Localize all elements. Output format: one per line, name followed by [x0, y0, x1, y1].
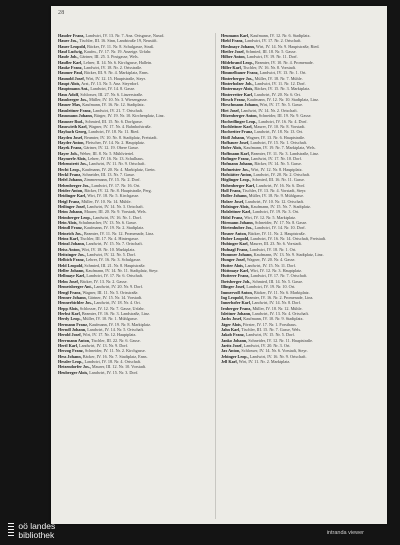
entry-details: Landwirt, IV. 18. Nr. 11. Ried. — [87, 129, 140, 135]
entry-name: Hauer Jos., — [58, 38, 79, 44]
entry-details: Landwirt, IV. 18. Nr. 1. Ort. — [248, 246, 297, 252]
entry-name: Hausleitner Franz, — [58, 107, 92, 113]
entry-name: Ing Leopold, — [221, 294, 244, 300]
entry-details: Bäcker, III. 9. Nr. 4. Marktplatz, Enns. — [83, 70, 149, 76]
entry-name: Haymerle Alois, — [58, 155, 87, 161]
entry-details: Wirt, IV. 14. Nr. 9. Hauptstraße, Ried. — [254, 43, 320, 49]
entry-name: Hermann Franz, — [58, 321, 89, 327]
entry-details: Kaufmann, IV. 13. Nr. 9. Stadtplatz, Linz. — [252, 252, 324, 258]
left-column — [58, 33, 210, 375]
entry-details: Landwirt, IV. 15. Nr. 1. Ortschaft. — [249, 139, 308, 145]
column-divider — [215, 33, 216, 519]
entry-details: Kaufmann, IV. 20. Nr. 4. Marktplatz, Grein. — [80, 166, 156, 172]
entry-name: Hinterberger Jos., — [221, 75, 254, 81]
entry-details: Landwirt, IV. 16. Nr. 9. Ortschaft. — [248, 353, 307, 359]
entry-details: Maurer, IV. 10. Nr. 8. Vorstadt. — [252, 123, 306, 129]
entry-details: Landwirt, IV. 19. Nr. 3. Ort. — [251, 209, 300, 215]
entry-name: Haupt Alois, — [58, 81, 81, 87]
entry-name: Hauptmann Ant., — [58, 86, 90, 92]
entry-details: Beamter, IV. 10. Nr. 4. Promenade. — [253, 59, 314, 65]
entry-details: Kaufmann, IV. 15. Nr. 7. Stadtplatz. — [249, 204, 311, 209]
entry-details: Müller, IV. 18. Nr. 9. Mühlgasse. — [247, 193, 304, 199]
entry-name: Hochedlinger Leop., — [221, 118, 258, 124]
entry-details: Landwirt, IV. 13. Nr. 4. Ortschaft. — [251, 310, 310, 316]
entry-name: Hirschmann Johann, — [221, 102, 259, 108]
entry-name: Hepp Alois, — [58, 305, 79, 311]
entry-name: Hebenstreit Jos., — [58, 161, 88, 167]
entry-name: Hofbauer Josef, — [221, 139, 250, 145]
entry-name: Immervoll Anton, — [221, 289, 253, 295]
entry-details: Wirt, IV. 17. Nr. 12. Hauptplatz. — [81, 332, 137, 338]
entry-details: Schmied, III. 15. Nr. 6. Dorfgasse. — [84, 118, 143, 124]
entry-details: Bäcker, IV. 16. Nr. 7. Stadtplatz, Enns. — [81, 353, 148, 359]
entry-name: Hinterreiter Karl, — [221, 91, 254, 97]
entry-details: Landwirt, IV. 15. Nr. 11. Dorf. — [243, 262, 297, 268]
entry-name: Hutterer Franz, — [221, 273, 250, 279]
entry-details: Kaufmann, IV. 14. Nr. 11. Stadtplatz, Steyr. — [84, 268, 159, 274]
entry-name: Heidinger Karl, — [58, 193, 87, 199]
entry-name: Hein Alois, — [58, 220, 78, 226]
entry-name: Himmelbauer Franz, — [221, 70, 259, 76]
entry-name: Hochleitner Karl, — [221, 123, 253, 129]
entry-name: Hofmann Johann, — [221, 161, 254, 167]
entry-name: Isleitner Johann, — [221, 310, 252, 316]
entry-name: Heim Johann, — [58, 209, 84, 215]
entry-details: Landwirt, IV. 16. Nr. 6. Dorf. — [255, 182, 306, 188]
entry-details: Landwirt, IV. 14. Nr. 8. Dorf. — [250, 300, 302, 306]
entry-name: Hauf Ludwig, — [58, 49, 83, 55]
entry-details: Müller, IV. 10. Nr. 14. Mühle. — [80, 198, 132, 204]
entry-details: Landwirt, IV. 17. Nr. 16. Ort. — [90, 182, 141, 188]
entry-details: Gärtner, III. 25. 3. Postgasse, Wels. — [78, 54, 139, 60]
entry-details: Landwirt, IV. 14. Nr. 2. Ortschaft. — [239, 107, 298, 113]
entry-name: Hubinger Karl, — [221, 241, 249, 247]
entry-details: Landwirt, IV. 11. Nr. 9. Ortschaft. — [87, 161, 146, 167]
entry-details: Müller, IV. 18. Nr. 7. Mühle. — [253, 75, 303, 81]
entry-details: Wirt, IV. 12. Nr. 5. Marktplatz. — [243, 214, 297, 220]
entry-name: Heller Johann, — [58, 268, 85, 274]
entry-details: Landwirt, IV. 14. Nr. 10. Dorf. — [253, 225, 306, 231]
entry-name: Herrmann Anton, — [58, 337, 91, 343]
entry-name: Ibetsberger Joh., — [221, 278, 252, 284]
entry-details: Kaufm., IV. 17. Nr. 19. Anzeige. Urfahr. — [82, 49, 152, 55]
library-logo[interactable] — [8, 522, 55, 539]
scanned-page — [51, 6, 387, 524]
entry-details: Kaufmann, IV. 10. Nr. 9. Stadtplatz. — [242, 316, 304, 322]
entry-details: Landwirt, IV. 18. Nr. 4. Ortschaft. — [83, 358, 142, 364]
entry-details: Landwirt, IV. 16. Nr. 14. Ortschaft, Freistadt. — [249, 236, 326, 242]
entry-details: Wirt, IV. 11. Nr. 2. Marktplatz. — [237, 358, 291, 364]
entry-name: Hemetsberger Ant., — [58, 284, 93, 290]
entry-details: Schmied, III. 16. Nr. 11. Gasse. — [251, 177, 305, 183]
entry-details: Wagner, IV. 20. Nr. 4. Gasse. — [245, 257, 296, 263]
entry-details: Wirt, IV. 18. Nr. 5. Kirchgasse. — [86, 193, 140, 199]
entry-details: Wirt, IV. 18. Nr. 10. Marktplatz. — [80, 246, 136, 252]
entry-details: Landwirt, IV. 14. 8. Gasse. — [89, 86, 136, 92]
entry-details: Lehrer, II. 14. Nr. 6. Kirchgasse, Hallein. — [82, 59, 153, 65]
entry-details: Kaufmann, IV. 12. Nr. 10. Stadtplatz, Linz. — [245, 97, 320, 103]
entry-details: Tischler, IV. 16. Nr. 8. Vorstadt. — [241, 65, 296, 71]
entry-name: Herzog Franz, — [58, 348, 84, 354]
logo-text — [18, 522, 55, 539]
entry-details: Landwirt, IV. 16. Nr. 4. Dorf. — [257, 118, 308, 124]
entry-details: Beamter, IV. 16. Nr. 2. Promenade, Linz. — [243, 294, 314, 300]
entry-name: Heumann Karl, — [221, 33, 250, 38]
entry-name: Jell Karl, — [221, 358, 238, 364]
entry-name: Held Leopold, — [58, 262, 84, 268]
entry-name: Hertl Karl, — [58, 342, 78, 348]
entry-name: Holl Franz, — [221, 187, 242, 193]
entry-name: Helbich Franz, — [58, 257, 85, 263]
entry-name: Hayek Franz, — [58, 145, 83, 151]
directory-entry — [58, 370, 210, 375]
entry-name: Hoffmann Karl, — [221, 150, 250, 156]
entry-details: Bürger, IV. 19. Nr. 10. Kirchenplatz, Linz. — [92, 113, 165, 119]
entry-details: Beamter, IV. 10. Nr. 8. Stadtplatz, Freistadt. — [83, 134, 158, 140]
entry-name: Hauer Leopold, — [58, 43, 87, 49]
entry-details: Landwirt, IV. 10. Nr. 12. Ortschaft. — [244, 198, 305, 204]
entry-name: Heindl Franz, — [58, 225, 83, 231]
entry-details: Fleischer, IV. 14. Nr. 2. Hauptplatz. — [84, 139, 145, 145]
entry-details: Schneider, IV. 12. Nr. 11. Hauptstraße. — [247, 337, 313, 343]
entry-details: Maurer, III. 20. Nr. 9. Vorstadt, Wels. — [83, 209, 147, 215]
entry-name: Heiss Anton, — [58, 246, 81, 252]
entry-details: Landwirt, IV. 19. Nr. 11. Dorf. — [245, 54, 298, 60]
entry-details: Beamter, IV. 16. Nr. 3. Landstraße, Linz. — [80, 310, 151, 316]
entry-details: Landwirt, IV. 17. Nr. 2. Ortschaft. — [243, 38, 302, 44]
entry-details: Schuhmacher, IV. 13. Nr. 6. Gasse. — [77, 220, 138, 226]
entry-details: Kaufmann, IV. 19. Nr. 8. Marktplatz. — [88, 321, 151, 327]
entry-name: Hefel Johann, — [58, 177, 83, 183]
entry-name: Jäger Alois, — [221, 321, 242, 327]
entry-details: Wagner, IV. 17. Nr. 4. Bahnhofstraße. — [87, 123, 152, 129]
entry-details: Schmied, III. 18. Nr. 5. Gasse. — [244, 49, 297, 55]
entry-details: Schneider, IV. 11. Nr. 2. Kirchgasse. — [83, 348, 146, 354]
entry-name: Hieslmayr Johann, — [221, 43, 255, 49]
entry-name: Haus Adolf, — [58, 91, 80, 97]
entry-name: Hörtenhuber Jos., — [221, 225, 254, 231]
entry-details: Bäcker, IV. 11. Nr. 8. Schulgasse, Straß. — [86, 43, 155, 49]
entry-details: Landwirt, IV. 15. Nr. 3. Dorf. — [88, 369, 139, 375]
entry-name: Herbst Karl, — [58, 310, 81, 316]
entry-name: Hayer Joh., — [58, 150, 79, 156]
entry-details: Wagner, III. 11. Nr. 5. Ortsstraße. — [81, 289, 139, 295]
entry-details: Schlosser, III. 27. Nr. 6. Linzerstraße. — [79, 91, 144, 97]
entry-details: Landwirt, IV. 13. Nr. 1. Ort. — [258, 70, 307, 76]
directory-entry — [221, 359, 373, 364]
logo-mark-icon — [8, 522, 14, 537]
entry-details: Beamter, IV. 11. Nr. 3. Landstraße, Linz. — [249, 150, 319, 156]
entry-name: Illinger Josef, — [221, 284, 246, 290]
entry-details: Tischler, III. 17. Nr. 4. Hintergasse. — [78, 236, 140, 242]
entry-name: Irnberger Franz, — [221, 305, 252, 311]
entry-name: Haunold Josef, — [58, 75, 85, 81]
entry-details: Landwirt, IV. 21. 7. Ortschaft. — [91, 107, 144, 113]
entry-name: Jakob Franz, — [221, 332, 245, 338]
entry-details: Landwirt, IV. 20. Nr. 3. Ort. — [242, 342, 291, 348]
logo-line-1: oö landes — [18, 521, 56, 531]
entry-details: Beamter, IV. 11. Nr. 12. Promenade, Linz. — [82, 230, 155, 236]
entry-name: Jaritz Josef, — [221, 342, 243, 348]
entry-name: Hess Johann, — [58, 353, 82, 359]
entry-details: Landwirt, IV. 18. Nr. 2. Ortsstraße. — [82, 65, 143, 71]
entry-details: Tischler, IV. 13. Nr. 4. Vorstadt, Steyr. — [241, 187, 307, 193]
entry-name: Hausner Rud., — [58, 118, 85, 124]
entry-details: Wirt, IV. 12. 15. Hauptstraße, Steyr. — [84, 75, 146, 81]
entry-details: Schmied, III. 21. Nr. 8. Hauptstraße. — [83, 262, 146, 268]
entry-name: Hitzenberger Anton, — [221, 113, 258, 119]
entry-name: Heilinger Josef, — [58, 204, 86, 209]
entry-details: Kaufmann, IV. 19. Nr. 7. Marktplatz, Wels. — [242, 145, 316, 151]
entry-details: Weber, III. 8. Nr. 5. Mühlviertel. — [78, 150, 135, 156]
entry-name: Hengl Franz, — [58, 289, 82, 295]
entry-name: Helm Josef, — [58, 278, 79, 284]
entry-name: Hausmann Johann, — [58, 113, 93, 119]
entry-details: Schmied, III. 14. Nr. 5. Gasse. — [251, 278, 304, 284]
entry-details: Tischler, III. 22. Nr. 6. Gasse. — [90, 337, 141, 343]
entry-name: Hintermayr Alois, — [221, 86, 254, 92]
entry-name: Hosner Anton, — [221, 230, 247, 236]
entry-name: Hecht Leop., — [58, 166, 81, 172]
entry-details: Bäcker, IV. 11. Nr. 2. Hauptstraße. — [246, 230, 306, 236]
entry-name: Hirsch Franz, — [221, 97, 246, 103]
entry-details: Maurer, III. 12. Nr. 10. Vorstadt. — [90, 364, 147, 370]
entry-name: Hietler Josef, — [221, 49, 245, 55]
entry-details: Landwirt, IV. 14. Nr. 3. Ortschaft. — [85, 204, 144, 209]
entry-name: Hutter Alois, — [221, 262, 244, 268]
entry-details: Landwirt, IV. 20. Nr. 6. Ort. — [253, 91, 302, 97]
entry-details: Kaufmann, IV. 12. Nr. 6. Stadtplatz. — [249, 33, 311, 38]
entry-name: Heitzinger Jos., — [58, 252, 86, 258]
entry-name: Holzer Josef, — [221, 198, 245, 204]
entry-details: Wirt, IV. 12. Nr. 8. Hauptplatz. — [249, 166, 303, 172]
entry-details: Landwirt, IV. 19. Nr. 10. Ort. — [245, 284, 296, 290]
entry-name: Heinrich Jos., — [58, 230, 83, 236]
entry-name: Hauder Franz, — [58, 33, 85, 38]
entry-details: Förster, IV. 17. Nr. 1. Forsthaus. — [241, 321, 297, 327]
entry-details: Gärtner, IV. 12. 19. Obere Gasse. — [82, 145, 140, 151]
entry-name: Heigl Franz, — [58, 198, 81, 204]
entry-details: Landwirt, IV. 17. Nr. 10. Dorf. — [249, 155, 303, 161]
entry-details: Zimmermann, IV. 15. Nr. 2. Dorf. — [82, 177, 141, 183]
entry-details: Schneider, IV. 17. Nr. 8. Gasse. — [253, 220, 308, 226]
entry-details: Landwirt, IV. 15. Nr. 7. Ortschaft. — [85, 241, 143, 247]
entry-name: Jahn Karl, — [221, 326, 241, 332]
entry-details: Arzt, IV. 13. Nr. 5. Anz. Steyrdorf. — [80, 81, 140, 87]
entry-name: Huber Leopold, — [221, 236, 250, 242]
entry-name: Heuberger Alois, — [58, 369, 89, 375]
viewer-credit[interactable]: intranda viewer — [326, 530, 364, 536]
entry-name: Hauke Franz, — [58, 65, 83, 71]
entry-name: Hayder Anton, — [58, 139, 85, 145]
page-number: 28 — [58, 10, 65, 16]
entry-name: Jebinger Leop., — [221, 353, 249, 359]
entry-name: Hausberger Jos., — [58, 97, 89, 103]
logo-line-2: bibliothek — [18, 529, 55, 540]
entry-name: Hiebl Franz, — [221, 38, 244, 44]
entry-name: Heinz Karl, — [58, 236, 79, 242]
entry-details: Bäcker, IV. 13. Nr. 2. Gasse. — [78, 278, 128, 284]
entry-details: Landwirt, IV. 14. Nr. 5. Ortschaft. — [86, 326, 145, 332]
entry-name: Hörmann Johann, — [221, 220, 254, 226]
entry-details: Landwirt, IV. 13. Nr. 9. Dorf. — [78, 342, 129, 348]
entry-name: Hüttmayr Karl, — [221, 268, 250, 274]
entry-name: Hauser Max, — [58, 102, 82, 108]
entry-name: Herold Josef, — [58, 332, 82, 338]
entry-name: Hofmeister Jos., — [221, 166, 250, 172]
entry-name: Hofstätter Anton, — [221, 171, 253, 177]
entry-details: Kaufmann, IV. 16. Nr. 12. Stadtplatz. — [81, 102, 145, 108]
entry-details: Wirt, IV. 17. Nr. 5. Gasse. — [258, 102, 304, 108]
entry-name: Hummer Johann, — [221, 252, 253, 258]
entry-details: Landwirt, IV. 20. Nr. 9. Dorf. — [92, 284, 144, 290]
entry-name: Hetzendorfer Jos., — [58, 364, 91, 370]
entry-details: Landwirt, IV. 15. Nr. 5. Dorf. — [244, 332, 295, 338]
entry-name: Hohenberger Karl, — [221, 182, 256, 188]
entry-details: Bäcker, IV. 11. Nr. 6. Marktplatz. — [252, 289, 310, 295]
entry-name: Holzleitner Karl, — [221, 209, 252, 215]
entry-name: Hufnagl Franz, — [221, 246, 249, 252]
right-column — [221, 33, 373, 364]
entry-details: Schneider, III. 13. Nr. 7. Gasse. — [81, 171, 136, 177]
entry-details: Wagner, IV. 13. Nr. 6. Hauptstraße. — [245, 134, 306, 140]
entry-name: Hirt Josef, — [221, 107, 240, 113]
entry-name: Hayden Josef, — [58, 134, 84, 140]
entry-name: Heider Anton, — [58, 187, 84, 193]
entry-name: Haufe Joh., — [58, 54, 79, 60]
entry-name: Jax Anton, — [221, 348, 241, 354]
entry-name: Herndl Johann, — [58, 326, 87, 332]
entry-details: Wirt, IV. 12. Nr. 3. Hauptplatz. — [249, 268, 303, 274]
entry-details: Lehrer, IV. 16. Nr. 3. Schulgasse. — [84, 257, 142, 263]
entry-name: Heinzl Johann, — [58, 241, 85, 247]
entry-name: Hiller Karl, — [221, 65, 242, 71]
entry-details: Landwirt, IV. 12. Nr. 5. Dorf. — [85, 252, 136, 258]
entry-details: Landwirt, IV. 11. Nr. 12. Dorf. — [253, 81, 306, 87]
entry-details: Kaufmann, IV. 19. Nr. 2. Stadtplatz. — [82, 225, 145, 231]
entry-name: Holler Johann, — [221, 193, 248, 199]
entry-name: Hölzl Franz, — [221, 214, 244, 220]
entry-details: Bäcker, IV. 12. Nr. 8. Hauptstraße, Perg. — [83, 187, 152, 193]
entry-details: Landwirt, IV. 18. Nr. 4. Ort. — [92, 300, 141, 306]
entry-details: Bäcker, IV. 14. Nr. 5. Gasse. — [253, 161, 302, 167]
entry-details: Landwirt, IV. 16. Nr. 1. Dorf. — [91, 214, 142, 220]
entry-name: Heckl Franz, — [58, 171, 82, 177]
entry-name: Innerhofer Karl, — [221, 300, 251, 306]
entry-name: Hehenberger Jos., — [58, 182, 91, 188]
entry-details: Landwirt, IV. 20. Nr. 2. Ortschaft. — [252, 171, 311, 177]
entry-name: Janko Johann, — [221, 337, 248, 343]
entry-name: Hödl Johann, — [221, 134, 246, 140]
entry-name: Hessler Leop., — [58, 358, 84, 364]
entry-name: Hennerbichler Jos., — [58, 300, 93, 306]
entry-name: Hinterholzer Joh., — [221, 81, 254, 87]
entry-details: Müller, IV. 18. Nr. 12. Mühle. — [251, 305, 303, 311]
entry-name: Hochreiter Franz, — [221, 129, 254, 135]
entry-name: Hildebrand Leop., — [221, 59, 254, 65]
entry-name: Holzinger Alois, — [221, 204, 250, 209]
entry-details: Lehrer, IV. 16. Nr. 13. Schulhaus. — [86, 155, 144, 161]
entry-details: Landwirt, IV. 17. Nr. 6. Ortschaft. — [85, 273, 144, 279]
entry-details: Landwirt, IV. 13. Nr. 7. Anz. Ortsgasse, Nussd. — [84, 33, 165, 38]
entry-name: Höglinger Leop., — [221, 177, 252, 183]
entry-details: Maurer, III. 23. Nr. 6. Vorstadt. — [248, 241, 302, 247]
entry-details: Landwirt, IV. 18. Nr. 13. Ort. — [253, 129, 304, 135]
entry-details: Schneider, III. 19. Nr. 9. Gasse. — [257, 113, 312, 119]
entry-details: Müller, IV. 10. Nr. 3. Wiesengasse. — [88, 97, 148, 103]
entry-details: Tischler, III. 16. Sinn, Landstraße 19, Neustift. — [78, 38, 158, 44]
entry-name: Hilber Anton, — [221, 54, 246, 60]
entry-name: Haumer Paul, — [58, 70, 84, 76]
entry-name: Heimberger Leop., — [58, 214, 92, 220]
entry-name: Hofinger Franz, — [221, 155, 250, 161]
entry-name: Haybach Georg, — [58, 129, 88, 135]
entry-name: Hellmayr Karl, — [58, 273, 86, 279]
entry-name: Henner Johann, — [58, 294, 87, 300]
entry-details: Tischler, III. 15. Nr. 7. Gasse, Wels. — [240, 326, 302, 332]
entry-details: Gärtner, IV. 15. Nr. 14. Vorstadt. — [86, 294, 143, 300]
entry-name: Haufler Karl, — [58, 59, 83, 65]
entry-name: Hunger Josef, — [221, 257, 246, 263]
entry-details: Schlosser, IV. 14. Nr. 6. Vorstadt, Steyr. — [240, 348, 308, 354]
entry-name: Jachs Josef, — [221, 316, 243, 322]
entry-name: Hofer Alois, — [221, 145, 243, 151]
entry-details: Landwirt, IV. 17. Nr. 7. Ortschaft. — [249, 273, 308, 279]
entry-name: Hauswirth Karl, — [58, 123, 88, 129]
entry-details: Bäcker, IV. 15. Nr. 3. Marktplatz. — [253, 86, 311, 92]
entry-details: Schlosser, IV. 12. Nr. 7. Gasse, Urfahr. — [78, 305, 145, 311]
entry-name: Herdy Leop., — [58, 316, 82, 322]
entry-details: Müller, IV. 10. Nr. 1. Mühlgasse. — [81, 316, 138, 322]
